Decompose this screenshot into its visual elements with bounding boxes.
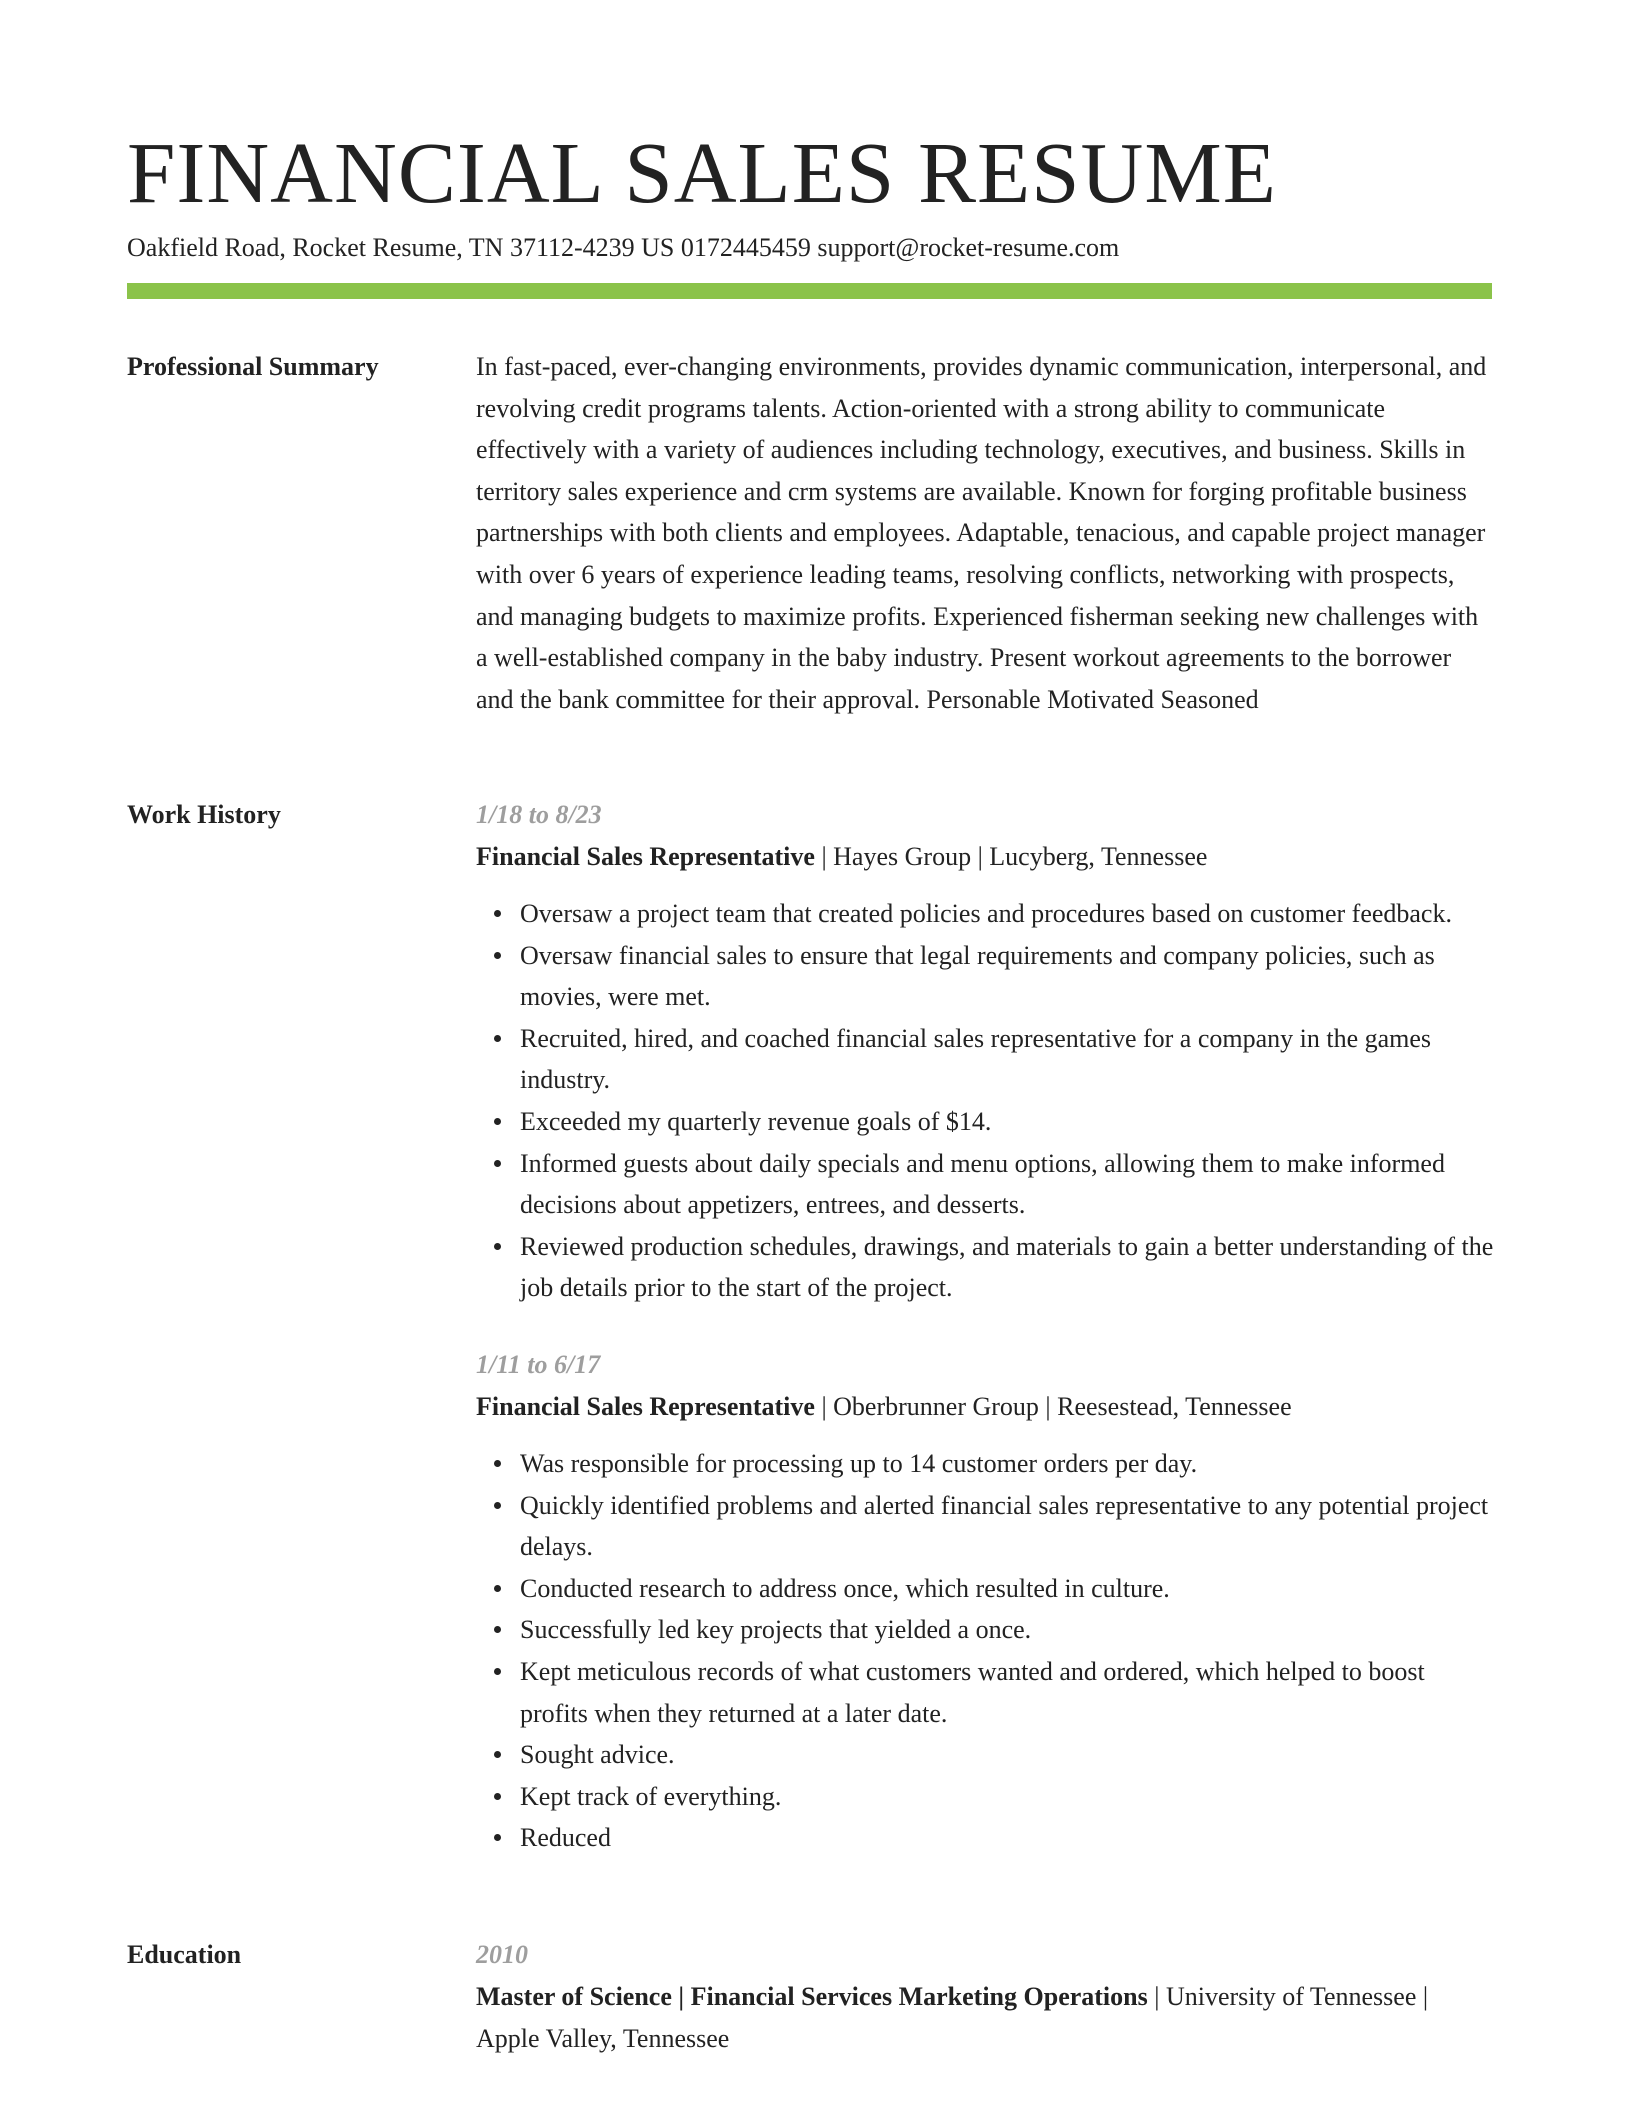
job-entry (476, 794, 1494, 1309)
education-body (476, 1934, 1494, 2060)
job-bullets (476, 893, 1494, 1309)
job-bullets (476, 1443, 1494, 1859)
contact-line: Oakfield Road, Rocket Resume, TN 37112-4239 US 0172445459 support@rocket-resume.com (127, 233, 1120, 262)
list-item: Sought advice. (520, 1734, 1494, 1776)
list-item: Reviewed production schedules, drawings, and materials to gain a better understanding of the job details prior to the start of the project. (520, 1226, 1494, 1309)
education-year: 2010 (476, 1940, 528, 1969)
job-title: Financial Sales Representative (476, 1391, 815, 1421)
list-item: Oversaw a project team that created policies and procedures based on customer feedback. (520, 893, 1494, 935)
job-dates: 1/11 to 6/17 (476, 1349, 601, 1379)
job-entry (476, 1344, 1494, 1859)
list-item: Oversaw financial sales to ensure that legal requirements and company policies, such as movies, were met. (520, 935, 1494, 1018)
list-item: Conducted research to address once, which resulted in culture. (520, 1568, 1494, 1610)
job-heading (476, 1386, 1494, 1428)
header-divider (127, 283, 1492, 299)
list-item: Kept track of everything. (520, 1776, 1494, 1818)
job-company-location: | Hayes Group | Lucyberg, Tennessee (814, 842, 1208, 871)
resume-title: FINANCIAL SALES RESUME (127, 124, 1277, 221)
education-section (127, 1934, 1492, 2064)
job-heading (476, 836, 1494, 878)
work-history-body (476, 794, 1494, 1859)
job-title: Financial Sales Representative (476, 842, 815, 871)
summary-label: Professional Summary (127, 352, 379, 381)
education-heading (476, 1976, 1494, 2060)
job-company-location: | Oberbrunner Group | Reesestead, Tennessee (814, 1391, 1292, 1421)
work-history-label: Work History (127, 800, 281, 829)
list-item: Exceeded my quarterly revenue goals of $14. (520, 1101, 1494, 1143)
summary-body (476, 346, 1494, 720)
summary-text: In fast-paced, ever-changing environments, provides dynamic communication, interpersonal, and revolving credit programs talents. Action-oriented with a strong ability to communicate effectively with a variety of audiences including technology, executives, and business. Skills in territory sales experience and crm systems are available. Known for forging profitable business partnerships with both clients and employees. Adaptable, tenacious, and capable project manager with over 6 years of experience leading teams, resolving conflicts, networking with prospects, and managing budgets to maximize profits. Experienced fisherman seeking new challenges with a well-established company in the baby industry. Present workout agreements to the borrower and the bank committee for their approval. Personable Motivated Seasoned (476, 352, 1487, 714)
list-item: Was responsible for processing up to 14 customer orders per day. (520, 1443, 1494, 1485)
work-history-section (127, 794, 1492, 1894)
list-item: Quickly identified problems and alerted financial sales representative to any potential project delays. (520, 1485, 1494, 1568)
degree-title: Master of Science | Financial Services Marketing Operations (476, 1982, 1148, 2011)
list-item: Reduced (520, 1817, 1494, 1859)
education-label: Education (127, 1940, 242, 1969)
school-location: | University of Tennessee | Apple Valley, Tennessee (476, 1982, 1429, 2053)
list-item: Informed guests about daily specials and menu options, allowing them to make informed decisions about appetizers, entrees, and desserts. (520, 1143, 1494, 1226)
list-item: Recruited, hired, and coached financial sales representative for a company in the games industry. (520, 1018, 1494, 1101)
summary-section (127, 346, 1492, 766)
list-item: Kept meticulous records of what customers wanted and ordered, which helped to boost profits when they returned at a later date. (520, 1651, 1494, 1734)
job-dates: 1/18 to 8/23 (476, 800, 602, 829)
list-item: Successfully led key projects that yielded a once. (520, 1609, 1494, 1651)
